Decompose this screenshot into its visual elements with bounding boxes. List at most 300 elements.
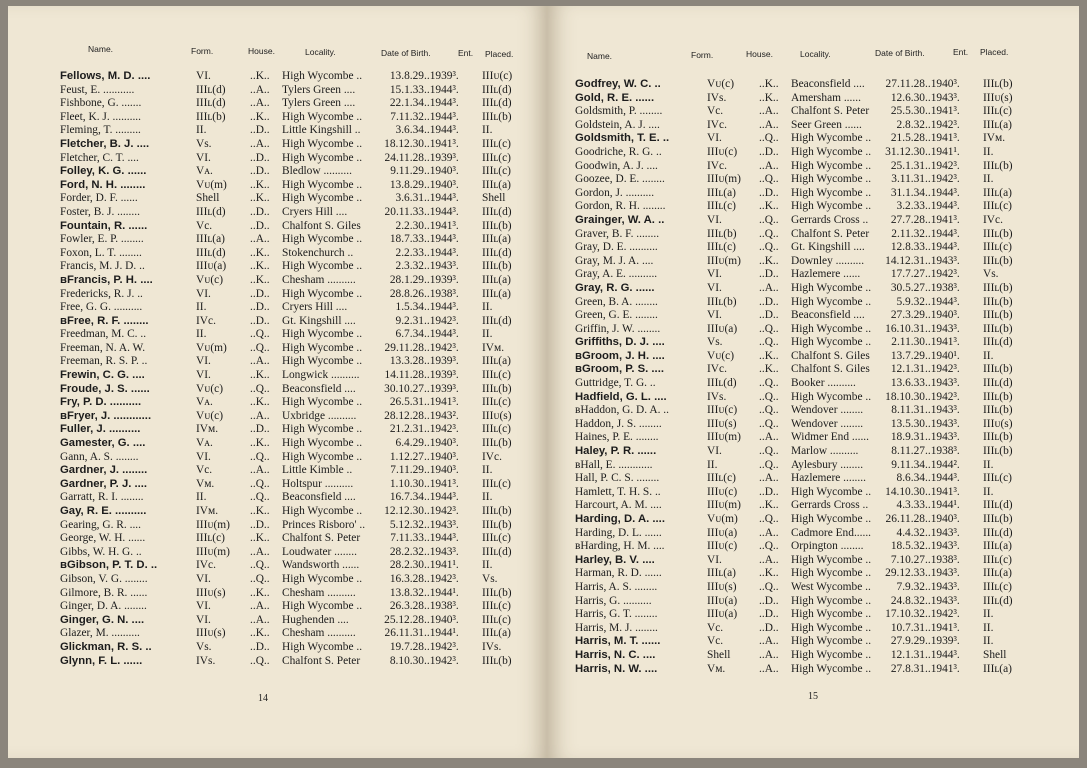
house-cell: ..K.. bbox=[759, 499, 779, 512]
form-cell: IIIᴜ(m) bbox=[707, 254, 741, 267]
date-of-birth-cell: 28.12.28 bbox=[384, 409, 424, 422]
date-of-birth-cell: 6.7.34 bbox=[395, 328, 424, 341]
house-cell: ..A.. bbox=[759, 635, 779, 648]
entry-cell: ..1941³. bbox=[424, 137, 459, 150]
form-cell: Vc. bbox=[707, 635, 724, 648]
entry-cell: ..1940³. bbox=[424, 613, 459, 626]
placed-cell: IIIʟ(b) bbox=[482, 505, 512, 517]
placed-cell: IIIʟ(b) bbox=[983, 78, 1013, 90]
date-of-birth-cell: 27.8.31 bbox=[890, 662, 925, 675]
pupil-name: Garratt, R. I. ........ bbox=[60, 491, 144, 504]
pupil-name: Fletcher, C. T. .... bbox=[60, 151, 139, 164]
pupil-name: ʙHall, E. ............ bbox=[575, 458, 653, 471]
placed-cell: IIIʟ(a) bbox=[482, 287, 511, 300]
header-form: Form. bbox=[191, 46, 214, 56]
pupil-name: Freeman, R. S. P. .. bbox=[60, 355, 148, 368]
date-of-birth-cell: 26.11.31 bbox=[384, 627, 424, 640]
house-cell: ..K.. bbox=[759, 567, 779, 580]
house-cell: ..D.. bbox=[250, 640, 270, 653]
date-of-birth-cell: 27.11.28 bbox=[885, 78, 925, 90]
placed-cell: IIIʟ(c) bbox=[983, 553, 1012, 566]
form-cell: Vᴜ(m) bbox=[196, 178, 227, 191]
house-cell: ..Q.. bbox=[759, 513, 779, 525]
entry-cell: ..1942³. bbox=[424, 505, 459, 517]
house-cell: ..A.. bbox=[759, 105, 779, 118]
date-of-birth-cell: 2.11.30 bbox=[891, 336, 925, 349]
pupil-name: Feust, E. ........... bbox=[60, 83, 135, 96]
locality-cell: High Wycombe .. bbox=[282, 437, 363, 450]
entry-cell: ..1938³. bbox=[424, 287, 459, 300]
date-of-birth-cell: 15.1.33 bbox=[389, 83, 424, 96]
locality-cell: Cadmore End...... bbox=[791, 526, 872, 539]
pupil-name: Goldstein, A. J. .... bbox=[575, 118, 660, 131]
date-of-birth-cell: 13.8.29 bbox=[389, 178, 424, 191]
entry-cell: ..1940¹. bbox=[925, 349, 960, 362]
date-of-birth-cell: 28.2.30 bbox=[389, 559, 424, 572]
entry-cell: ..1939³. bbox=[424, 70, 459, 82]
date-of-birth-cell: 16.7.34 bbox=[389, 491, 424, 504]
form-cell: IVᴍ. bbox=[196, 505, 219, 517]
entry-cell: ..1944³. bbox=[925, 241, 960, 254]
placed-cell: IIIʟ(d) bbox=[983, 336, 1013, 349]
placed-cell: IVc. bbox=[482, 450, 502, 463]
form-cell: VI. bbox=[196, 70, 211, 82]
placed-cell: IIIʟ(c) bbox=[482, 532, 511, 545]
house-cell: ..Q.. bbox=[759, 132, 779, 145]
date-of-birth-cell: 12.8.33 bbox=[890, 241, 925, 254]
house-cell: ..K.. bbox=[250, 260, 270, 273]
entry-cell: ..1942³. bbox=[424, 314, 459, 327]
placed-cell: IIIʟ(b) bbox=[983, 295, 1013, 308]
pupil-name: Foxon, L. T. ........ bbox=[60, 246, 142, 259]
pupil-name: Gann, A. S. ........ bbox=[60, 450, 139, 463]
entry-cell: ..1941¹. bbox=[424, 559, 459, 572]
form-cell: VI. bbox=[707, 309, 722, 322]
locality-cell: Chalfont S. Giles bbox=[791, 349, 870, 362]
pupil-name: Gearing, G. R. .... bbox=[60, 518, 141, 531]
date-of-birth-cell: 25.1.31 bbox=[890, 159, 925, 172]
house-cell: ..Q.. bbox=[759, 404, 779, 417]
form-cell: IVᴍ. bbox=[196, 423, 219, 436]
house-cell: ..D.. bbox=[759, 145, 779, 158]
date-of-birth-cell: 13.5.30 bbox=[890, 417, 925, 430]
placed-cell: II. bbox=[983, 635, 994, 648]
entry-cell: ..1938³. bbox=[925, 281, 960, 294]
pupil-name: ʙFryer, J. ............ bbox=[60, 409, 152, 422]
pupil-name: ʙGibson, P. T. D. .. bbox=[60, 559, 158, 572]
house-cell: ..A.. bbox=[250, 545, 270, 558]
placed-cell: IIIʟ(b) bbox=[983, 363, 1013, 376]
entry-cell: ..1941³. bbox=[424, 219, 459, 232]
house-cell: ..Q.. bbox=[759, 241, 779, 254]
house-cell: ..K.. bbox=[759, 200, 779, 213]
pupil-name: Harcourt, A. M. .... bbox=[575, 499, 662, 512]
locality-cell: Wendover ........ bbox=[791, 404, 864, 417]
pupil-name: Hamlett, T. H. S. .. bbox=[575, 485, 661, 498]
entry-cell: ..1942³. bbox=[925, 173, 960, 186]
form-cell: VI. bbox=[196, 287, 211, 300]
header-house: House. bbox=[746, 49, 773, 59]
pupil-name: Gray, M. J. A. .... bbox=[575, 254, 654, 267]
date-of-birth-cell: 1.5.34 bbox=[395, 301, 424, 314]
pupil-name: Hadfield, G. L. .... bbox=[575, 390, 667, 403]
locality-cell: Tylers Green .... bbox=[282, 97, 356, 110]
locality-cell: High Wycombe .. bbox=[282, 355, 363, 368]
locality-cell: High Wycombe .. bbox=[282, 110, 363, 123]
date-of-birth-cell: 7.11.29 bbox=[390, 464, 424, 477]
placed-cell: IIIʟ(b) bbox=[983, 404, 1013, 417]
form-cell: IIIᴜ(c) bbox=[707, 145, 738, 158]
house-cell: ..Q.. bbox=[250, 572, 270, 585]
house-cell: ..A.. bbox=[759, 648, 779, 661]
date-of-birth-cell: 31.1.34 bbox=[890, 186, 925, 199]
date-of-birth-cell: 7.11.32 bbox=[390, 110, 424, 123]
form-cell: VI. bbox=[707, 132, 722, 145]
entry-cell: ..1942³. bbox=[925, 118, 960, 131]
house-cell: ..A.. bbox=[250, 600, 270, 613]
placed-cell: IIIʟ(a) bbox=[983, 186, 1012, 199]
locality-cell: High Wycombe .. bbox=[282, 505, 363, 517]
form-cell: VI. bbox=[707, 445, 722, 458]
locality-cell: Gt. Kingshill .... bbox=[282, 314, 356, 327]
form-cell: IVs. bbox=[707, 390, 727, 403]
date-of-birth-cell: 14.10.30 bbox=[885, 485, 925, 498]
locality-cell: Gerrards Cross .. bbox=[791, 499, 869, 512]
placed-cell: II. bbox=[482, 328, 493, 341]
entry-cell: ..1941³. bbox=[925, 132, 960, 145]
date-of-birth-cell: 29.11.28 bbox=[384, 341, 424, 354]
entry-cell: ..1944³. bbox=[424, 532, 459, 545]
form-cell: Vᴜ(c) bbox=[196, 273, 223, 286]
form-cell: IIIᴜ(c) bbox=[707, 540, 738, 553]
pupil-name: Gamester, G. .... bbox=[60, 437, 146, 450]
entry-cell: ..1940³. bbox=[925, 513, 960, 525]
pupil-name: Green, G. E. ........ bbox=[575, 309, 658, 322]
form-cell: IIIᴜ(m) bbox=[707, 173, 741, 186]
pupil-name: ʙHarding, H. M. .... bbox=[575, 540, 665, 553]
house-cell: ..K.. bbox=[759, 349, 779, 362]
locality-cell: High Wycombe .. bbox=[791, 594, 872, 607]
entry-cell: ..1943³. bbox=[925, 567, 960, 580]
house-cell: ..D.. bbox=[250, 287, 270, 300]
pupil-name: Harris, G. T. ........ bbox=[575, 608, 658, 621]
pupil-name: Ford, N. H. ........ bbox=[60, 178, 146, 191]
form-cell: Vc. bbox=[196, 464, 213, 477]
pupil-name: Gray, R. G. ...... bbox=[575, 281, 655, 294]
form-cell: VI. bbox=[196, 450, 211, 463]
header-locality: Locality. bbox=[800, 49, 831, 59]
house-cell: ..Q.. bbox=[759, 377, 779, 390]
form-cell: VI. bbox=[196, 151, 211, 164]
locality-cell: Gerrards Cross .. bbox=[791, 213, 869, 226]
pupil-name: Harris, N. W. .... bbox=[575, 662, 658, 675]
placed-cell: IIIʟ(b) bbox=[482, 260, 512, 273]
form-cell: Vc. bbox=[707, 105, 724, 118]
date-of-birth-cell: 13.6.33 bbox=[890, 377, 925, 390]
entry-cell: ..1942³. bbox=[925, 159, 960, 172]
house-cell: ..A.. bbox=[250, 233, 270, 246]
house-cell: ..D.. bbox=[759, 594, 779, 607]
pupil-name: Free, G. G. .......... bbox=[60, 301, 143, 314]
house-cell: ..Q.. bbox=[759, 445, 779, 458]
locality-cell: Hazlemere ........ bbox=[791, 472, 866, 485]
header-dob: Date of Birth. bbox=[875, 48, 925, 58]
form-cell: II. bbox=[196, 124, 207, 137]
form-cell: Vᴜ(c) bbox=[707, 78, 734, 90]
locality-cell: High Wycombe .. bbox=[791, 186, 872, 199]
locality-cell: Seer Green ...... bbox=[791, 118, 862, 131]
entry-cell: ..1942³. bbox=[424, 341, 459, 354]
pupil-name: Gordon, J. .......... bbox=[575, 186, 655, 199]
pupil-name: Freeman, N. A. W. bbox=[60, 341, 146, 354]
locality-cell: High Wycombe .. bbox=[282, 178, 363, 191]
form-cell: IIIʟ(d) bbox=[196, 205, 226, 218]
placed-cell: IIIʟ(c) bbox=[482, 396, 511, 409]
form-cell: Vᴜ(c) bbox=[707, 349, 734, 362]
date-of-birth-cell: 12.1.31 bbox=[890, 363, 925, 376]
date-of-birth-cell: 13.8.29 bbox=[389, 70, 424, 82]
locality-cell: Orpington ........ bbox=[791, 540, 864, 553]
form-cell: Vs. bbox=[196, 137, 212, 150]
placed-cell: II. bbox=[482, 301, 493, 314]
entry-cell: ..1942³. bbox=[424, 423, 459, 436]
date-of-birth-cell: 13.8.32 bbox=[389, 586, 424, 599]
date-of-birth-cell: 8.11.27 bbox=[891, 445, 925, 458]
date-of-birth-cell: 2.11.32 bbox=[891, 227, 925, 240]
placed-cell: II. bbox=[482, 464, 493, 477]
placed-cell: IIIᴜ(c) bbox=[482, 70, 513, 82]
pupil-name: Fletcher, B. J. .... bbox=[60, 137, 150, 150]
placed-cell: II. bbox=[482, 491, 493, 504]
form-cell: IIIᴜ(c) bbox=[707, 404, 738, 417]
entry-cell: ..1943³. bbox=[925, 322, 960, 335]
locality-cell: Uxbridge .......... bbox=[282, 409, 357, 422]
locality-cell: High Wycombe .. bbox=[282, 70, 363, 82]
form-cell: IVc. bbox=[707, 118, 727, 131]
house-cell: ..K.. bbox=[759, 91, 779, 104]
form-cell: IVs. bbox=[196, 654, 216, 667]
locality-cell: Chalfont S. Giles bbox=[791, 363, 870, 376]
pupil-name: Forder, D. F. ...... bbox=[60, 192, 138, 205]
entry-cell: ..1942³. bbox=[424, 572, 459, 585]
locality-cell: High Wycombe .. bbox=[282, 137, 363, 150]
entry-cell: ..1940³. bbox=[424, 165, 459, 178]
date-of-birth-cell: 3.11.31 bbox=[891, 173, 925, 186]
placed-cell: IIIʟ(a) bbox=[482, 355, 511, 368]
placed-cell: IIIʟ(c) bbox=[983, 580, 1012, 593]
pupil-name: Glazer, M. .......... bbox=[60, 627, 140, 640]
pupil-name: Glynn, F. L. ...... bbox=[60, 654, 143, 667]
entry-cell: ..1939³. bbox=[424, 355, 459, 368]
pupil-name: Goodriche, R. G. .. bbox=[575, 145, 662, 158]
pupil-name: Godfrey, W. C. .. bbox=[575, 78, 661, 90]
entry-cell: ..1943³. bbox=[925, 417, 960, 430]
form-cell: Shell bbox=[196, 192, 220, 205]
date-of-birth-cell: 12.12.30 bbox=[384, 505, 424, 517]
house-cell: ..Q.. bbox=[250, 477, 270, 490]
placed-cell: IIIʟ(c) bbox=[482, 165, 511, 178]
right-page bbox=[547, 6, 1079, 758]
header-locality: Locality. bbox=[305, 47, 336, 57]
pupil-name: Gibbs, W. H. G. .. bbox=[60, 545, 142, 558]
date-of-birth-cell: 18.12.30 bbox=[384, 137, 424, 150]
locality-cell: Little Kimble .. bbox=[282, 464, 353, 477]
locality-cell: High Wycombe .. bbox=[791, 621, 872, 634]
form-cell: VI. bbox=[707, 281, 722, 294]
entry-cell: ..1944³. bbox=[925, 295, 960, 308]
pupil-name: Froude, J. S. ...... bbox=[60, 382, 150, 395]
locality-cell: High Wycombe .. bbox=[282, 328, 363, 341]
form-cell: IIIʟ(a) bbox=[707, 186, 736, 199]
date-of-birth-cell: 3.2.33 bbox=[896, 200, 925, 213]
date-of-birth-cell: 18.5.32 bbox=[890, 540, 925, 553]
house-cell: ..Q.. bbox=[759, 336, 779, 349]
house-cell: ..D.. bbox=[250, 314, 270, 327]
date-of-birth-cell: 13.3.28 bbox=[389, 355, 424, 368]
locality-cell: Chesham .......... bbox=[282, 586, 356, 599]
placed-cell: II. bbox=[983, 621, 994, 634]
placed-cell: IIIʟ(d) bbox=[482, 545, 512, 558]
placed-cell: Vs. bbox=[482, 572, 498, 585]
locality-cell: High Wycombe .. bbox=[282, 396, 363, 409]
placed-cell: II. bbox=[983, 458, 994, 471]
locality-cell: High Wycombe .. bbox=[282, 260, 363, 273]
placed-cell: IIIʟ(b) bbox=[482, 437, 512, 450]
locality-cell: Chalfont S. Peter bbox=[282, 532, 361, 545]
locality-cell: Aylesbury ........ bbox=[791, 458, 864, 471]
placed-cell: IIIʟ(d) bbox=[983, 594, 1013, 607]
house-cell: ..D.. bbox=[250, 151, 270, 164]
entry-cell: ..1939³. bbox=[424, 369, 459, 382]
pupil-name: Haines, P. E. ........ bbox=[575, 431, 659, 444]
locality-cell: Hughenden .... bbox=[282, 613, 349, 626]
house-cell: ..Q.. bbox=[759, 213, 779, 226]
locality-cell: Downley .......... bbox=[791, 254, 865, 267]
form-cell: IVc. bbox=[196, 314, 216, 327]
pupil-name: Francis, M. J. D. .. bbox=[60, 260, 145, 273]
locality-cell: Marlow .......... bbox=[791, 445, 859, 458]
date-of-birth-cell: 14.12.31 bbox=[885, 254, 925, 267]
form-cell: IIIʟ(b) bbox=[707, 295, 737, 308]
placed-cell: IIIʟ(b) bbox=[983, 227, 1013, 240]
house-cell: ..Q.. bbox=[759, 580, 779, 593]
pupil-name: Harris, N. C. .... bbox=[575, 648, 656, 661]
pupil-name: George, W. H. ...... bbox=[60, 532, 146, 545]
date-of-birth-cell: 17.7.27 bbox=[890, 268, 925, 281]
entry-cell: ..1943³. bbox=[925, 254, 960, 267]
placed-cell: IIIʟ(a) bbox=[983, 540, 1012, 553]
locality-cell: High Wycombe .. bbox=[791, 200, 872, 213]
form-cell: VI. bbox=[196, 600, 211, 613]
form-cell: IVc. bbox=[196, 559, 216, 572]
placed-cell: IIIʟ(c) bbox=[482, 369, 511, 382]
entry-cell: ..1943³. bbox=[424, 260, 459, 273]
locality-cell: Chalfont S. Giles bbox=[282, 219, 361, 232]
placed-cell: IIIʟ(d) bbox=[482, 205, 512, 218]
pupil-name: ʙHaddon, G. D. A. .. bbox=[575, 404, 669, 417]
locality-cell: High Wycombe .. bbox=[282, 423, 363, 436]
date-of-birth-cell: 8.6.34 bbox=[896, 472, 925, 485]
date-of-birth-cell: 28.1.29 bbox=[389, 273, 424, 286]
entry-cell: ..1944³. bbox=[424, 110, 459, 123]
placed-cell: IIIʟ(c) bbox=[482, 477, 511, 490]
house-cell: ..D.. bbox=[759, 608, 779, 621]
placed-cell: IIIʟ(c) bbox=[983, 105, 1012, 118]
pupil-name: Gold, R. E. ...... bbox=[575, 91, 655, 104]
date-of-birth-cell: 6.4.29 bbox=[395, 437, 424, 450]
house-cell: ..D.. bbox=[759, 485, 779, 498]
house-cell: ..A.. bbox=[759, 472, 779, 485]
pupil-name: Harding, D. A. .... bbox=[575, 513, 665, 525]
house-cell: ..K.. bbox=[250, 437, 270, 450]
entry-cell: ..1944³. bbox=[925, 200, 960, 213]
locality-cell: High Wycombe .. bbox=[282, 600, 363, 613]
placed-cell: IIIʟ(b) bbox=[983, 281, 1013, 294]
date-of-birth-cell: 12.1.31 bbox=[890, 648, 925, 661]
form-cell: Vᴜ(m) bbox=[196, 341, 227, 354]
house-cell: ..A.. bbox=[250, 613, 270, 626]
placed-cell: IIIʟ(a) bbox=[482, 178, 511, 191]
form-cell: Vᴜ(c) bbox=[196, 382, 223, 395]
house-cell: ..K.. bbox=[250, 396, 270, 409]
date-of-birth-cell: 26.11.28 bbox=[885, 513, 925, 525]
date-of-birth-cell: 4.3.33 bbox=[896, 499, 925, 512]
placed-cell: IIIʟ(b) bbox=[482, 110, 512, 123]
entry-cell: ..1940³. bbox=[424, 464, 459, 477]
pupil-name: Gray, A. E. .......... bbox=[575, 268, 658, 281]
locality-cell: Longwick .......... bbox=[282, 369, 360, 382]
form-cell: IIIᴜ(m) bbox=[707, 431, 741, 444]
form-cell: IIIᴜ(s) bbox=[707, 580, 737, 593]
entry-cell: ..1942³. bbox=[925, 608, 960, 621]
house-cell: ..Q.. bbox=[759, 540, 779, 553]
entry-cell: ..1942³. bbox=[424, 654, 459, 667]
date-of-birth-cell: 18.10.30 bbox=[885, 390, 925, 403]
locality-cell: Beaconsfield .... bbox=[791, 78, 865, 90]
form-cell: Vs. bbox=[707, 336, 723, 349]
house-cell: ..A.. bbox=[759, 159, 779, 172]
placed-cell: II. bbox=[983, 173, 994, 186]
date-of-birth-cell: 18.7.33 bbox=[389, 233, 424, 246]
locality-cell: Tylers Green .... bbox=[282, 83, 356, 96]
pupil-name: Goldsmith, T. E. .. bbox=[575, 132, 670, 145]
house-cell: ..Q.. bbox=[759, 458, 779, 471]
form-cell: Vs. bbox=[196, 640, 212, 653]
pupil-name: Hall, P. C. S. ........ bbox=[575, 472, 660, 485]
date-of-birth-cell: 24.8.32 bbox=[890, 594, 925, 607]
date-of-birth-cell: 25.5.30 bbox=[890, 105, 925, 118]
pupil-name: Harris, G. .......... bbox=[575, 594, 652, 607]
entry-cell: ..1944³. bbox=[424, 246, 459, 259]
form-cell: IIIᴜ(a) bbox=[707, 594, 738, 607]
date-of-birth-cell: 5.12.32 bbox=[389, 518, 424, 531]
left-page bbox=[8, 6, 547, 758]
placed-cell: IIIʟ(b) bbox=[983, 390, 1013, 403]
pupil-name: Griffin, J. W. ........ bbox=[575, 322, 661, 335]
form-cell: IIIᴜ(a) bbox=[707, 526, 738, 539]
date-of-birth-cell: 27.3.29 bbox=[890, 309, 925, 322]
form-cell: VI. bbox=[707, 213, 722, 226]
pupil-name: Harding, D. L. ...... bbox=[575, 526, 662, 539]
date-of-birth-cell: 24.11.28 bbox=[384, 151, 424, 164]
placed-cell: II. bbox=[482, 559, 493, 572]
locality-cell: Cryers Hill .... bbox=[282, 301, 348, 314]
date-of-birth-cell: 21.5.28 bbox=[890, 132, 925, 145]
form-cell: IVs. bbox=[707, 91, 727, 104]
placed-cell: IIIʟ(b) bbox=[482, 586, 512, 599]
placed-cell: IVs. bbox=[482, 640, 502, 653]
date-of-birth-cell: 28.8.26 bbox=[389, 287, 424, 300]
